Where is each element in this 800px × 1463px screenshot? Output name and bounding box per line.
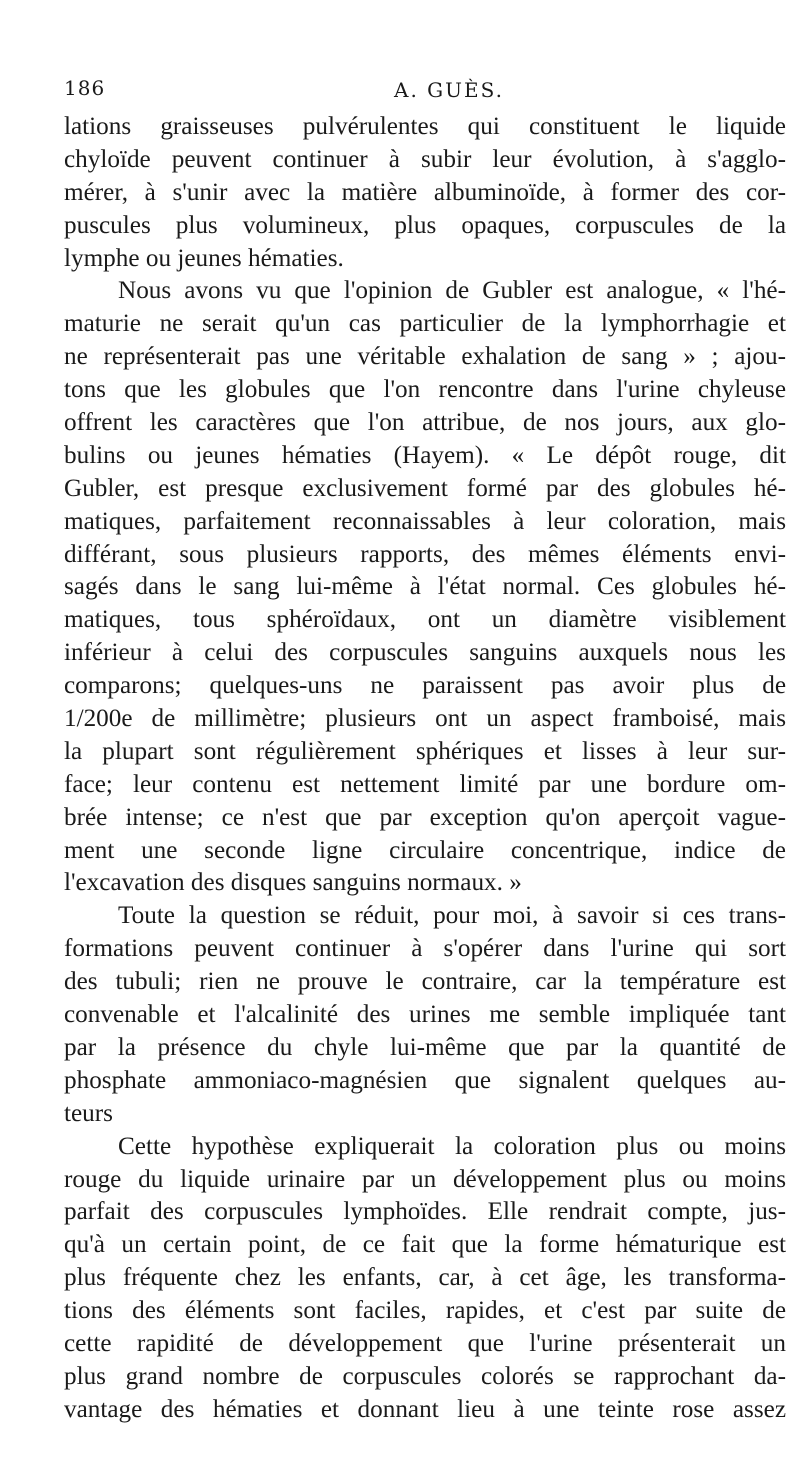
- paragraph: [64, 275, 786, 900]
- text-line: la plupart sont régulièrement sphériques et lisses à leur sur-: [64, 737, 786, 765]
- text-line: inférieur à celui des corpuscules sanguins auxquels nous les: [64, 639, 786, 667]
- text-line: matiques, tous sphéroïdaux, ont un diamètre visiblement: [64, 606, 786, 634]
- text-line: lymphe ou jeunes hématies.: [64, 244, 344, 272]
- text-line: sagés dans le sang lui-même à l'état normal. Ces globules hé-: [64, 573, 786, 601]
- text-line: Cette hypothèse expliquerait la coloration plus ou moins: [118, 1132, 786, 1160]
- text-line: offrent les caractères que l'on attribue, de nos jours, aux glo-: [64, 409, 786, 437]
- paragraph: [64, 111, 786, 275]
- text-line: formations peuvent continuer à s'opérer dans l'urine qui sort: [64, 935, 786, 963]
- text-line: l'excavation des disques sanguins normaux. »: [64, 869, 522, 897]
- text-line: ment une seconde ligne circulaire concentrique, indice de: [64, 836, 786, 864]
- text-line: ne représenterait pas une véritable exhalation de sang » ; ajou-: [64, 343, 786, 371]
- text-line: Nous avons vu que l'opinion de Gubler est analogue, « l'hé-: [118, 277, 786, 305]
- text-line: mérer, à s'unir avec la matière albuminoïde, à former des cor-: [64, 178, 786, 206]
- text-line: 1/200e de millimètre; plusieurs ont un aspect framboisé, mais: [64, 705, 786, 733]
- text-line: par la présence du chyle lui-même que par la quantité de: [64, 1033, 786, 1061]
- paragraph: [64, 900, 786, 1130]
- body-text: [64, 111, 786, 1427]
- text-line: maturie ne serait qu'un cas particulier de la lymphorrhagie et: [64, 310, 786, 338]
- text-line: plus grand nombre de corpuscules colorés se rapprochant da-: [64, 1362, 786, 1390]
- text-line: qu'à un certain point, de ce fait que la forme hématurique est: [64, 1231, 786, 1259]
- text-line: cette rapidité de développement que l'urine présenterait un: [64, 1329, 786, 1357]
- text-line: plus fréquente chez les enfants, car, à cet âge, les transforma-: [64, 1264, 786, 1292]
- text-line: tons que les globules que l'on rencontre dans l'urine chyleuse: [64, 376, 786, 404]
- page-number: 186: [64, 76, 106, 100]
- text-line: vantage des hématies et donnant lieu à une teinte rose assez: [64, 1395, 786, 1423]
- text-line: chyloïde peuvent continuer à subir leur évolution, à s'agglo-: [64, 145, 786, 173]
- text-line: Toute la question se réduit, pour moi, à savoir si ces trans-: [118, 902, 786, 930]
- text-line: parfait des corpuscules lymphoïdes. Elle rendrait compte, jus-: [64, 1198, 786, 1226]
- text-line: des tubuli; rien ne prouve le contraire, car la température est: [64, 968, 786, 996]
- text-line: face; leur contenu est nettement limité par une bordure om-: [64, 770, 786, 798]
- text-line: matiques, parfaitement reconnaissables à leur coloration, mais: [64, 507, 786, 535]
- text-line: Gubler, est presque exclusivement formé par des globules hé-: [64, 474, 786, 502]
- text-line: lations graisseuses pulvérulentes qui constituent le liquide: [64, 113, 786, 140]
- paragraph: [64, 1131, 786, 1427]
- text-line: tions des éléments sont faciles, rapides, et c'est par suite de: [64, 1297, 786, 1325]
- text-line: brée intense; ce n'est que par exception qu'on aperçoit vague-: [64, 803, 786, 831]
- text-line: puscules plus volumineux, plus opaques, corpuscules de la: [64, 211, 786, 239]
- text-line: rouge du liquide urinaire par un développement plus ou moins: [64, 1165, 786, 1193]
- running-head: A. GUÈS.: [394, 78, 504, 102]
- text-line: différant, sous plusieurs rapports, des mêmes éléments envi-: [64, 540, 786, 568]
- text-line: phosphate ammoniaco-magnésien que signalent quelques au-: [64, 1066, 786, 1094]
- page-header: [64, 76, 786, 106]
- text-line: bulins ou jeunes hématies (Hayem). « Le dépôt rouge, dit: [64, 441, 786, 469]
- text-line: teurs: [64, 1099, 113, 1127]
- text-line: convenable et l'alcalinité des urines me semble impliquée tant: [64, 1001, 786, 1029]
- text-line: comparons; quelques-uns ne paraissent pas avoir plus de: [64, 672, 786, 700]
